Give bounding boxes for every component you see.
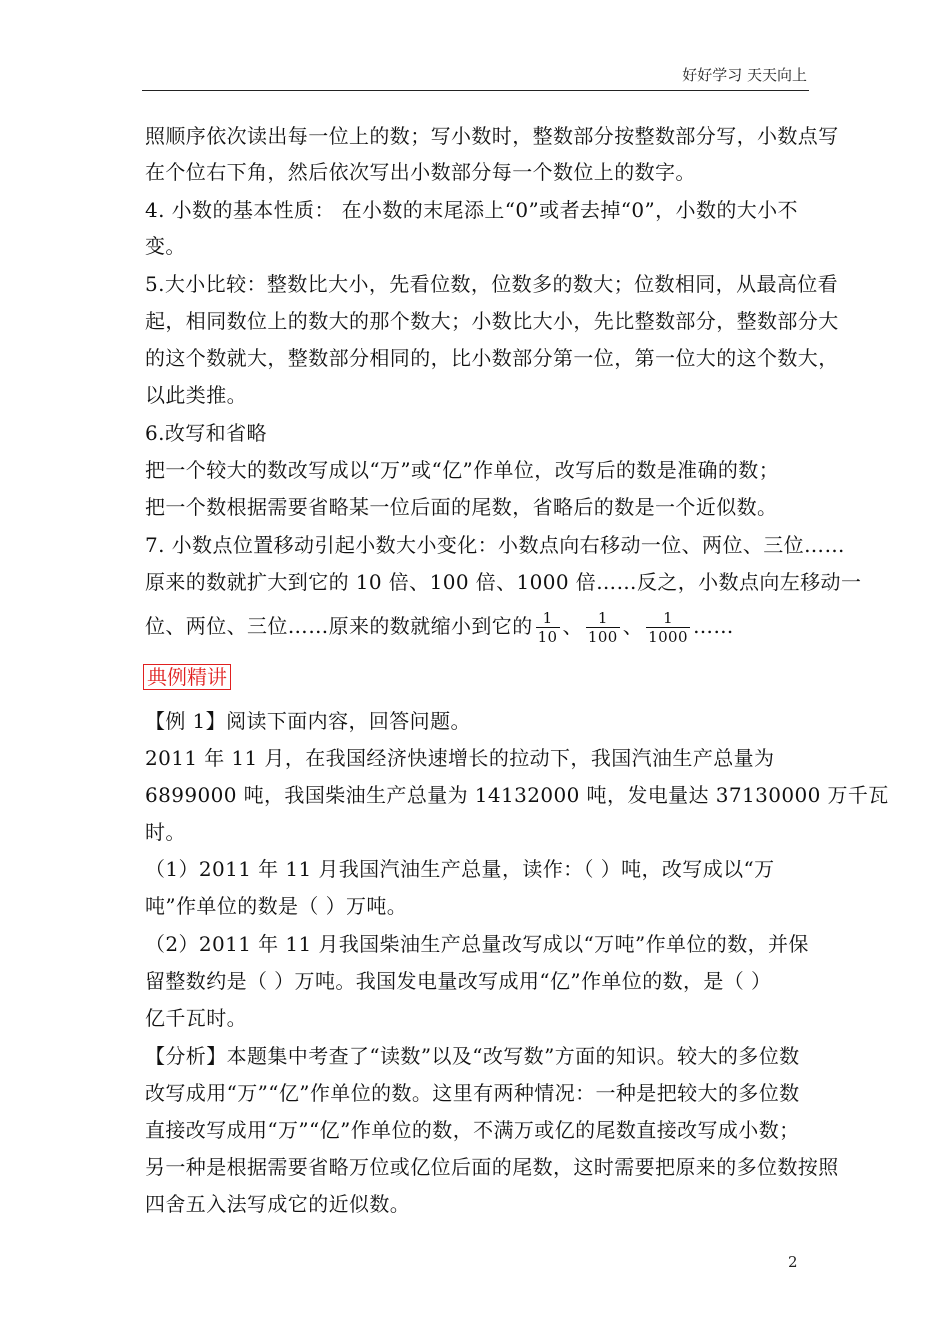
fraction-one-hundredth: $\frac{1}{100}$ (587, 609, 618, 646)
fraction-one-tenth: $\frac{1}{10}$ (537, 609, 558, 646)
analysis-line: 另一种是根据需要省略万位或亿位后面的尾数，这时需要把原来的多位数按照 (145, 1155, 839, 1179)
body-line: 7. 小数点位置移动引起小数大小变化：小数点向右移动一位、两位、三位…… (145, 533, 845, 557)
analysis-line: 四舍五入法写成它的近似数。 (145, 1192, 411, 1216)
fraction-line-suffix: …… (692, 614, 734, 638)
body-line: 5.大小比较：整数比大小，先看位数，位数多的数大；位数相同，从最高位看 (145, 272, 839, 296)
example-line: （1）2011 年 11 月我国汽油生产总量，读作：（ ）吨，改写成以“万 (145, 857, 775, 881)
body-line: 把一个数根据需要省略某一位后面的尾数，省略后的数是一个近似数。 (145, 495, 778, 519)
example-line: 2011 年 11 月，在我国经济快速增长的拉动下，我国汽油生产总量为 (145, 746, 775, 770)
page-number: 2 (788, 1253, 798, 1271)
example-line: 亿千瓦时。 (145, 1006, 247, 1030)
fraction-separator: 、 (562, 614, 583, 638)
example-line: （2）2011 年 11 月我国柴油生产总量改写成以“万吨”作单位的数，并保 (145, 932, 809, 956)
body-line: 起，相同数位上的数大的那个数大；小数比大小，先比整数部分，整数部分大 (145, 309, 839, 333)
example-line: 吨”作单位的数是（ ）万吨。 (145, 894, 408, 918)
fraction-line-prefix: 位、两位、三位……原来的数就缩小到它的 (145, 614, 533, 638)
fraction-separator: 、 (622, 614, 644, 638)
header-slogan: 好好学习 天天向上 (682, 66, 807, 84)
analysis-line: 改写成用“万”“亿”作单位的数。这里有两种情况：一种是把较大的多位数 (145, 1081, 800, 1105)
body-line: 在个位右下角，然后依次写出小数部分每一个数位上的数字。 (145, 160, 696, 184)
body-line: 6.改写和省略 (145, 421, 267, 445)
fraction-line (145, 604, 734, 648)
example-line: 【例 1】阅读下面内容，回答问题。 (145, 709, 471, 733)
example-line: 时。 (145, 820, 186, 844)
body-line: 以此类推。 (145, 383, 247, 407)
fraction-one-thousandth: $\frac{1}{1000}$ (648, 609, 688, 646)
example-line: 留整数约是（ ）万吨。我国发电量改写成用“亿”作单位的数，是（ ） (145, 969, 772, 993)
body-line: 把一个较大的数改写成以“万”或“亿”作单位，改写后的数是准确的数； (145, 458, 780, 482)
analysis-line: 【分析】本题集中考查了“读数”以及“改写数”方面的知识。较大的多位数 (145, 1044, 800, 1068)
analysis-line: 直接改写成用“万”“亿”作单位的数，不满万或亿的尾数直接改写成小数； (145, 1118, 800, 1142)
page-header (142, 60, 809, 91)
body-line: 原来的数就扩大到它的 10 倍、100 倍、1000 倍……反之，小数点向左移动一 (145, 570, 862, 594)
body-line: 照顺序依次读出每一位上的数；写小数时，整数部分按整数部分写，小数点写 (145, 124, 839, 148)
section-tag: 典例精讲 (143, 664, 231, 690)
body-line: 变。 (145, 234, 186, 258)
example-line: 6899000 吨，我国柴油生产总量为 14132000 吨，发电量达 37130000 万千瓦 (145, 783, 889, 807)
body-line: 4. 小数的基本性质： 在小数的末尾添上“0”或者去掉“0”，小数的大小不 (145, 198, 798, 222)
body-line: 的这个数就大，整数部分相同的，比小数部分第一位，第一位大的这个数大， (145, 346, 839, 370)
